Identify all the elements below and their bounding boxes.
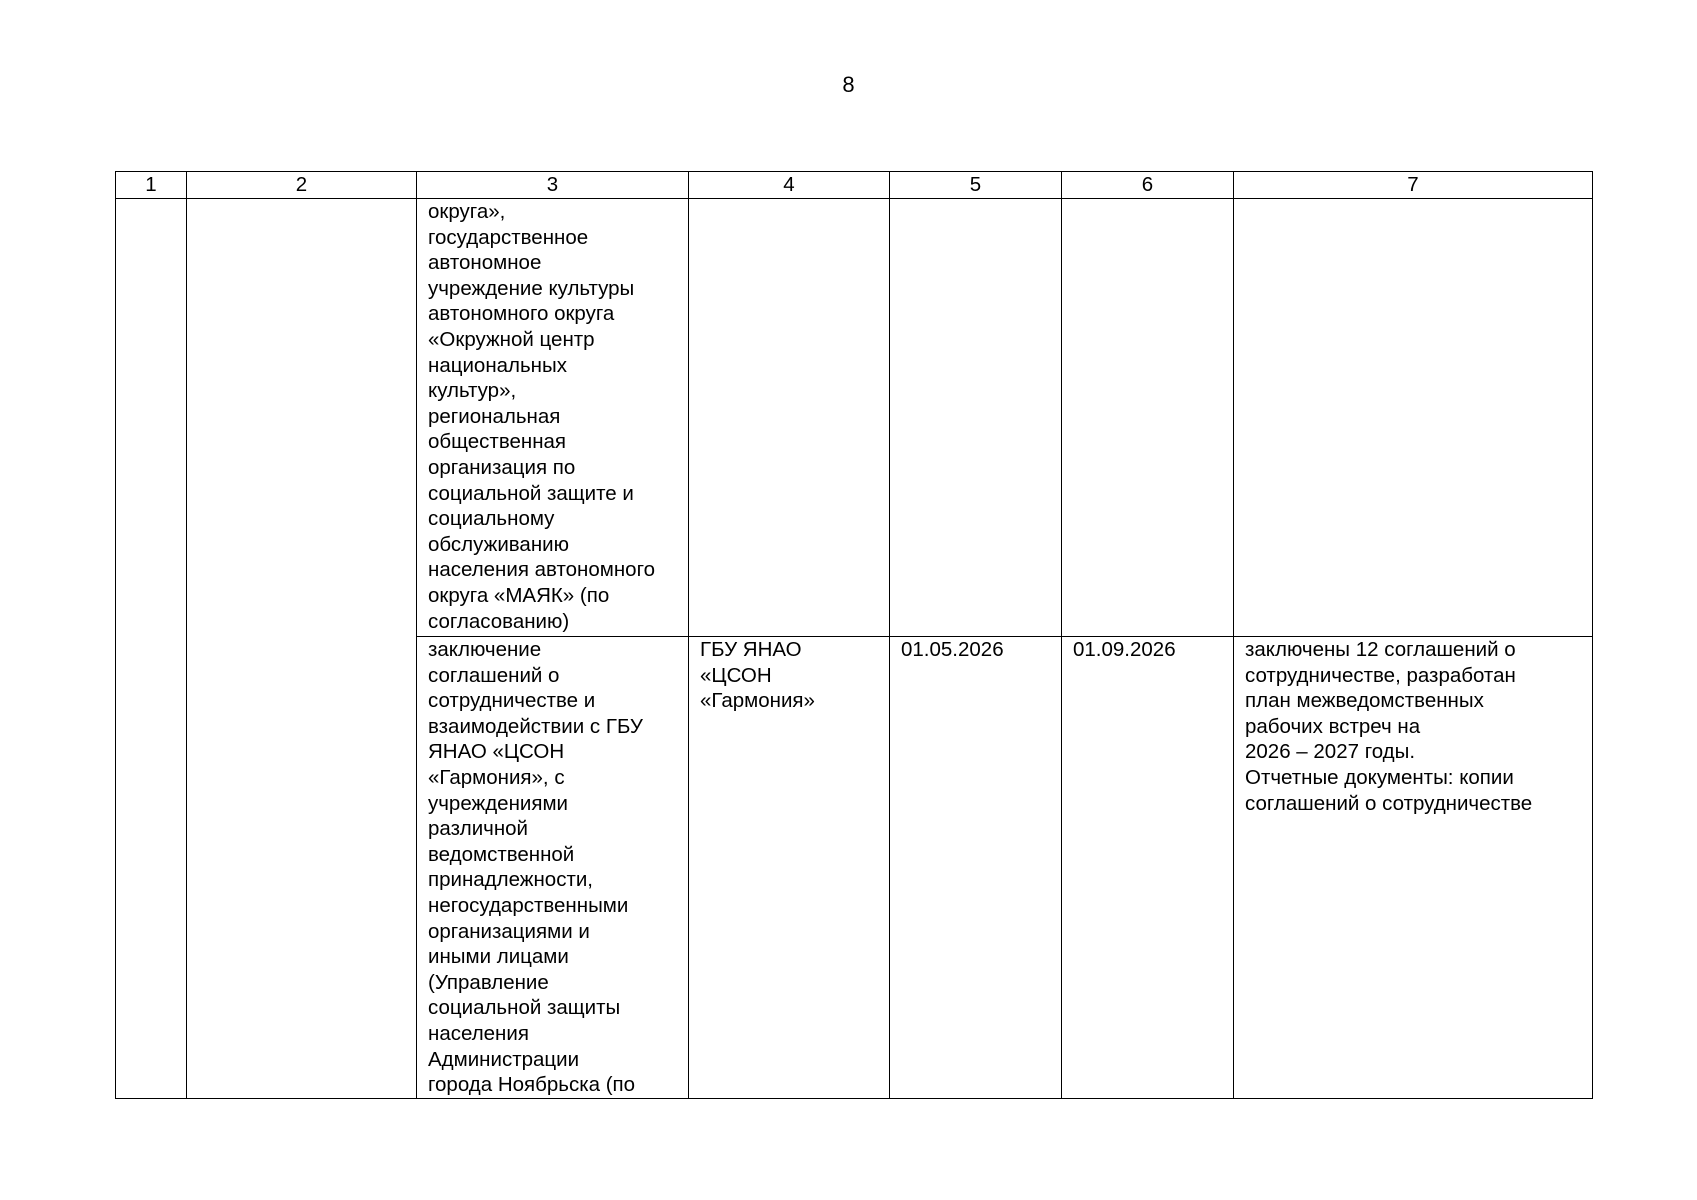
page-number: 8 — [842, 72, 855, 97]
cell-start-date — [890, 199, 1062, 637]
cell-responsible-text: ГБУ ЯНАО «ЦСОН «Гармония» — [700, 638, 815, 713]
table-header-row — [116, 172, 1593, 199]
cell-description — [417, 637, 689, 1099]
cell-event-name — [187, 199, 417, 1099]
cell-description-text: заключение соглашений о сотрудничестве и взаимодействии с ГБУ ЯНАО «ЦСОН «Гармония», с учреждениями различной ведомственной принадлежности, негосударственными организациями и иными лицами (Управление социальной защиты населения Администрации города Ноябрьска (по — [428, 638, 643, 1097]
cell-result-text: заключены 12 соглашений о сотрудничестве, разработан план межведомственных рабочих встреч на 2026 – 2027 годы. Отчетные документы: копии соглашений о сотрудничестве — [1245, 638, 1533, 815]
column-header-3: 3 — [417, 172, 689, 199]
column-header-4: 4 — [689, 172, 890, 199]
column-header-5: 5 — [890, 172, 1062, 199]
cell-end-date — [1062, 637, 1234, 1099]
cell-description-text: округа», государственное автономное учреждение культуры автономного округа «Окружной центр национальных культур», региональная общественная организация по социальной защите и социальному обслуживанию населения автономного округа «МАЯК» (по согласованию) — [428, 200, 655, 633]
column-header-7: 7 — [1234, 172, 1593, 199]
table-row — [116, 199, 1593, 637]
plan-table — [115, 171, 1593, 1099]
cell-responsible — [689, 199, 890, 637]
cell-result — [1234, 199, 1593, 637]
cell-end-date-text: 01.09.2026 — [1073, 638, 1176, 661]
column-header-1: 1 — [116, 172, 187, 199]
cell-number — [116, 199, 187, 1099]
column-header-2: 2 — [187, 172, 417, 199]
cell-end-date — [1062, 199, 1234, 637]
column-header-6: 6 — [1062, 172, 1234, 199]
cell-start-date-text: 01.05.2026 — [901, 638, 1004, 661]
cell-result — [1234, 637, 1593, 1099]
cell-start-date — [890, 637, 1062, 1099]
cell-responsible — [689, 637, 890, 1099]
cell-description — [417, 199, 689, 637]
